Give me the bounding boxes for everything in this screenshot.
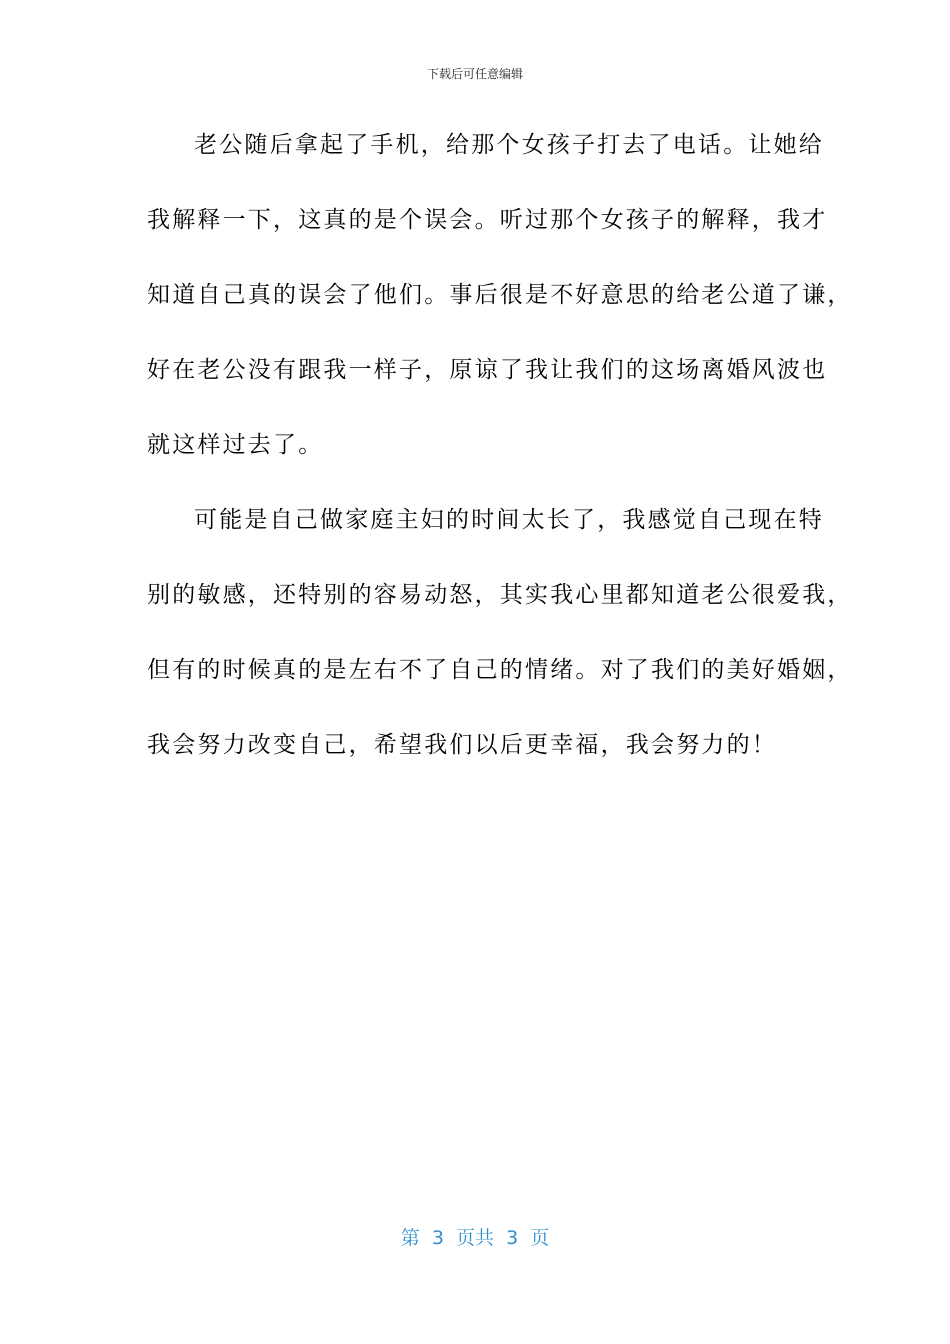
paragraph-1-line-4: 好在老公没有跟我一样子，原谅了我让我们的这场离婚风波也	[147, 357, 828, 383]
paragraph-2-line-3: 但有的时候真的是左右不了自己的情绪。对了我们的美好婚姻，	[147, 657, 853, 683]
paragraph-1-line-1: 老公随后拿起了手机，给那个女孩子打去了电话。让她给	[194, 132, 824, 158]
page-number-footer: 第 3 页共 3 页	[400, 1227, 550, 1249]
paragraph-2-line-4: 我会努力改变自己，希望我们以后更幸福，我会努力的！	[147, 732, 777, 758]
page-header: 下载后可任意编辑	[426, 67, 523, 81]
paragraph-1-line-2: 我解释一下，这真的是个误会。听过那个女孩子的解释，我才	[147, 207, 828, 233]
paragraph-1-line-3: 知道自己真的误会了他们。事后很是不好意思的给老公道了谦，	[147, 282, 853, 308]
paragraph-2-line-2: 别的敏感，还特别的容易动怒，其实我心里都知道老公很爱我，	[147, 582, 853, 608]
paragraph-1-line-5: 就这样过去了。	[147, 432, 324, 458]
paragraph-2-line-1: 可能是自己做家庭主妇的时间太长了，我感觉自己现在特	[194, 507, 824, 533]
